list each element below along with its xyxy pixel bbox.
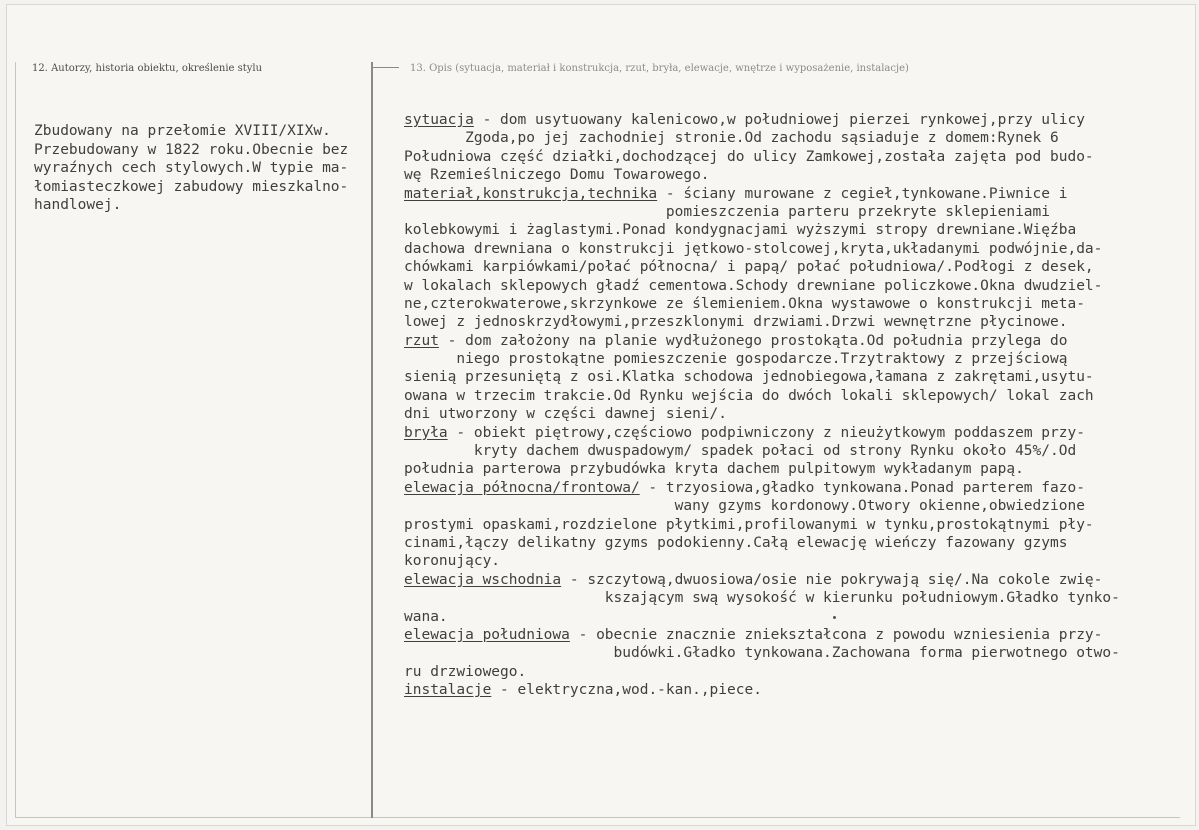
description-line [404, 295, 1194, 313]
header-tick [371, 67, 399, 68]
description-line [404, 681, 1194, 699]
description-line-text: - szczytową,dwuosiowa/osie nie pokrywają się/.Na cokole zwię- [561, 571, 1103, 588]
description-line [404, 497, 1194, 515]
description-line [404, 479, 1194, 497]
column-divider [371, 62, 373, 818]
description-text [404, 111, 1194, 700]
description-line [404, 332, 1194, 350]
section-label: materiał,konstrukcja,technika [404, 185, 658, 202]
section-13-header: 13. Opis (sytuacja, materiał i konstrukcja, rzut, bryła, elewacje, wnętrze i wyposażenie, instalacje) [410, 63, 909, 74]
description-line [404, 129, 1194, 147]
left-edge-line [15, 62, 16, 817]
history-line: handlowej. [34, 197, 122, 214]
description-line [404, 368, 1194, 386]
section-label: elewacja południowa [404, 626, 570, 643]
description-line [404, 589, 1194, 607]
description-line-text: sienią przesuniętą z osi.Klatka schodowa jednobiegowa,łamana z zakrętami,usytu- [404, 369, 1094, 386]
bottom-edge-line [15, 817, 1180, 818]
section-label: rzut [404, 332, 439, 349]
description-line-text: pomieszczenia parteru przekryte sklepieniami [404, 203, 1051, 220]
section-label: elewacja wschodnia [404, 571, 562, 588]
description-line-text: - ściany murowane z cegieł,tynkowane.Piwnice i [657, 185, 1068, 202]
history-line: Przebudowany w 1822 roku.Obecnie bez [34, 141, 349, 158]
description-line-text: niego prostokątne pomieszczenie gospodarcze.Trzytraktowy z przejściową [404, 351, 1068, 368]
section-12-header: 12. Autorzy, historia obiektu, określenie stylu [32, 63, 263, 74]
description-line-text: ne,czterokwaterowe,skrzynkowe ze ślemieniem.Okna wystawowe o konstrukcji meta- [404, 295, 1085, 312]
description-line [404, 663, 1194, 681]
section-label: sytuacja [404, 112, 474, 128]
description-line-text: - obecnie znacznie zniekształcona z powodu wzniesienia przy- [569, 626, 1103, 643]
description-line-text: owana w trzecim trakcie.Od Rynku wejścia do dwóch lokali sklepowych/ lokal zach [404, 387, 1094, 404]
description-line-text: chówkami karpiówkami/połać północna/ i papą/ połać południowa/.Podłogi z desek, [404, 259, 1094, 276]
description-line [404, 111, 1194, 129]
description-line [404, 405, 1194, 423]
description-line-text: - dom założony na planie wydłużonego prostokąta.Od południa przylega do [438, 332, 1068, 349]
description-line [404, 608, 1194, 626]
description-line-text: - elektryczna,wod.-kan.,piece. [491, 682, 762, 699]
ink-dot [833, 616, 836, 619]
description-line-text: dni utworzony w części dawnej sieni/. [404, 406, 728, 423]
description-line-text: ru drzwiowego. [404, 663, 527, 680]
description-line-text: - trzyosiowa,gładko tynkowana.Ponad parterem fazo- [639, 479, 1085, 496]
description-line [404, 644, 1194, 662]
history-line: Zbudowany na przełomie XVIII/XIXw. [34, 123, 331, 139]
description-line-text: kolebkowymi i żaglastymi.Ponad kondygnacjami wyższymi stropy drewniane.Więźba [404, 222, 1077, 239]
history-line: wyraźnych cech stylowych.W typie ma- [34, 160, 349, 177]
description-line [404, 424, 1194, 442]
description-line-text: lowej z jednoskrzydłowymi,przeszklonymi drzwiami.Drzwi wewnętrzne płycinowe. [404, 314, 1068, 331]
description-line [404, 626, 1194, 644]
section-label: instalacje [404, 682, 492, 699]
description-line [404, 350, 1194, 368]
description-line-text: cinami,łączy delikatny gzyms podokienny.Całą elewację wieńczy fazowany gzyms [404, 534, 1068, 551]
description-line [404, 516, 1194, 534]
description-line-text: kszającym swą wysokość w kierunku południowym.Gładko tynko- [404, 590, 1120, 607]
description-line [404, 442, 1194, 460]
description-line [404, 203, 1194, 221]
description-line-text: kryty dachem dwuspadowym/ spadek połaci od strony Rynku około 45%/.Od [404, 443, 1077, 460]
description-line [404, 258, 1194, 276]
description-line-text: w lokalach sklepowych gładź cementowa.Schody drewniane policzkowe.Okna dwudziel- [404, 277, 1103, 294]
description-line [404, 148, 1194, 166]
description-line [404, 221, 1194, 239]
section-label: bryła [404, 424, 448, 441]
description-line [404, 460, 1194, 478]
description-line-text: wany gzyms kordonowy.Otwory okienne,obwiedzione [404, 498, 1085, 515]
description-line-text: - obiekt piętrowy,częściowo podpiwniczony z nieużytkowym poddaszem przy- [447, 424, 1085, 441]
description-line [404, 166, 1194, 184]
description-line [404, 552, 1194, 570]
description-line [404, 277, 1194, 295]
description-line-text: budówki.Gładko tynkowana.Zachowana forma pierwotnego otwo- [404, 645, 1120, 662]
history-line: łomiasteczkowej zabudowy mieszkalno- [34, 178, 349, 195]
section-label: elewacja północna/frontowa/ [404, 479, 640, 496]
history-text [34, 122, 369, 215]
description-line [404, 387, 1194, 405]
description-line-text: - dom usytuowany kalenicowo,w południowej pierzei rynkowej,przy ulicy [473, 112, 1085, 128]
description-line [404, 313, 1194, 331]
description-line [404, 185, 1194, 203]
description-line [404, 240, 1194, 258]
description-line-text: wę Rzemieślniczego Domu Towarowego. [404, 167, 710, 184]
description-line [404, 534, 1194, 552]
description-line-text: Południowa część działki,dochodzącej do ulicy Zamkowej,została zajęta pod budo- [404, 148, 1094, 165]
description-line-text: prostymi opaskami,rozdzielone płytkimi,profilowanymi w tynku,prostokątnymi pły- [404, 516, 1094, 533]
description-line-text: koronujący. [404, 553, 501, 570]
description-line-text: wana. [404, 608, 448, 625]
description-line-text: dachowa drewniana o konstrukcji jętkowo-stolcowej,kryta,układanymi podwójnie,da- [404, 240, 1103, 257]
description-line-text: Zgoda,po jej zachodniej stronie.Od zachodu sąsiaduje z domem:Rynek 6 [404, 130, 1059, 147]
description-line-text: południa parterowa przybudówka kryta dachem pulpitowym wykładanym papą. [404, 461, 1024, 478]
description-line [404, 571, 1194, 589]
